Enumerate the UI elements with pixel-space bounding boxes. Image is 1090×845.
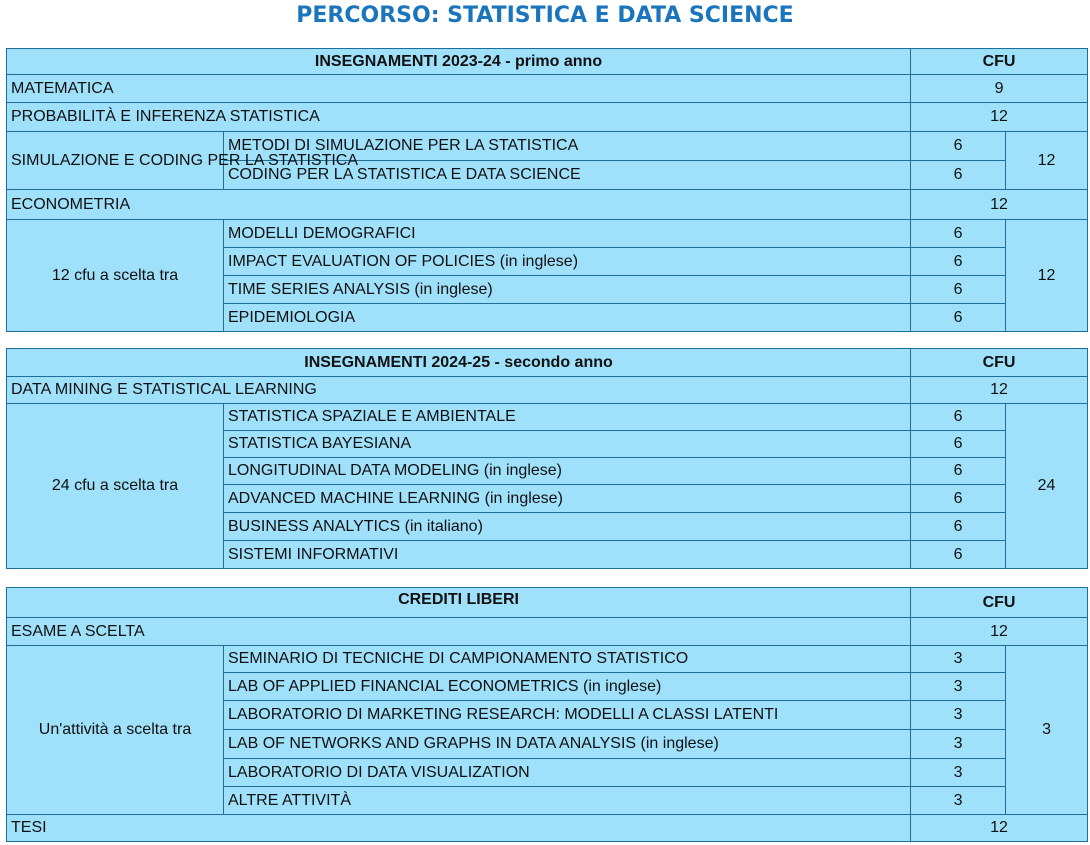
option-cfu: 6: [911, 304, 1006, 332]
course-name: DATA MINING E STATISTICAL LEARNING: [7, 377, 911, 404]
cfu-header: CFU: [911, 349, 1088, 377]
choice-label: 12 cfu a scelta tra: [7, 220, 224, 332]
option-name: LONGITUDINAL DATA MODELING (in inglese): [224, 458, 911, 485]
option-cfu: 3: [911, 673, 1006, 701]
table-header-row: [7, 49, 1088, 75]
option-cfu: 3: [911, 646, 1006, 673]
module-cfu: 6: [911, 132, 1006, 161]
option-cfu: 3: [911, 759, 1006, 787]
section-header: CREDITI LIBERI: [7, 588, 911, 618]
option-name: TIME SERIES ANALYSIS (in inglese): [224, 276, 911, 304]
option-name: MODELLI DEMOGRAFICI: [224, 220, 911, 248]
course-cfu: 9: [911, 75, 1088, 103]
option-cfu: 6: [911, 248, 1006, 276]
option-name: LABORATORIO DI DATA VISUALIZATION: [224, 759, 911, 787]
course-cfu: 12: [911, 377, 1088, 404]
option-cfu: 6: [911, 541, 1006, 569]
option-name: IMPACT EVALUATION OF POLICIES (in inglese): [224, 248, 911, 276]
course-group-name: SIMULAZIONE E CODING PER LA STATISTICA: [7, 132, 224, 190]
option-cfu: 6: [911, 276, 1006, 304]
table-header-row: [7, 588, 1088, 618]
choice-total-cfu: 24: [1006, 404, 1088, 569]
course-name: TESI: [7, 815, 911, 842]
option-name: BUSINESS ANALYTICS (in italiano): [224, 513, 911, 541]
option-name: LABORATORIO DI MARKETING RESEARCH: MODELLI A CLASSI LATENTI: [224, 701, 911, 730]
page-title: PERCORSO: STATISTICA E DATA SCIENCE: [296, 3, 794, 28]
option-name: SISTEMI INFORMATIVI: [224, 541, 911, 569]
year1-table: [6, 48, 1088, 332]
option-cfu: 6: [911, 431, 1006, 458]
module-name: METODI DI SIMULAZIONE PER LA STATISTICA: [224, 132, 911, 161]
course-name: ECONOMETRIA: [7, 190, 911, 220]
option-name: EPIDEMIOLOGIA: [224, 304, 911, 332]
table-row: [7, 132, 1088, 161]
option-name: LAB OF APPLIED FINANCIAL ECONOMETRICS (in inglese): [224, 673, 911, 701]
table-row: [7, 220, 1088, 248]
year2-table: [6, 348, 1088, 569]
option-cfu: 6: [911, 485, 1006, 513]
section-header: INSEGNAMENTI 2024-25 - secondo anno: [7, 349, 911, 377]
option-name: STATISTICA SPAZIALE E AMBIENTALE: [224, 404, 911, 431]
course-cfu: 12: [911, 618, 1088, 646]
option-cfu: 6: [911, 458, 1006, 485]
table-header-row: [7, 349, 1088, 377]
option-cfu: 3: [911, 701, 1006, 730]
module-cfu: 6: [911, 161, 1006, 190]
choice-label: Un'attività a scelta tra: [7, 646, 224, 815]
cfu-header: CFU: [911, 49, 1088, 75]
choice-total-cfu: 3: [1006, 646, 1088, 815]
course-cfu: 12: [911, 815, 1088, 842]
course-name: PROBABILITÀ E INFERENZA STATISTICA: [7, 103, 911, 132]
cfu-header: CFU: [911, 588, 1088, 618]
option-cfu: 6: [911, 220, 1006, 248]
course-cfu: 12: [911, 190, 1088, 220]
table-row: [7, 75, 1088, 103]
option-cfu: 6: [911, 404, 1006, 431]
choice-label: 24 cfu a scelta tra: [7, 404, 224, 569]
option-name: ADVANCED MACHINE LEARNING (in inglese): [224, 485, 911, 513]
table-row: [7, 103, 1088, 132]
table-row: [7, 815, 1088, 842]
table-row: [7, 618, 1088, 646]
course-name: ESAME A SCELTA: [7, 618, 911, 646]
course-cfu: 12: [911, 103, 1088, 132]
table-row: [7, 646, 1088, 673]
group-total-cfu: 12: [1006, 132, 1088, 190]
table-row: [7, 377, 1088, 404]
module-name: CODING PER LA STATISTICA E DATA SCIENCE: [224, 161, 911, 190]
course-name: MATEMATICA: [7, 75, 911, 103]
section-header: INSEGNAMENTI 2023-24 - primo anno: [7, 49, 911, 75]
table-row: [7, 404, 1088, 431]
option-name: STATISTICA BAYESIANA: [224, 431, 911, 458]
option-name: SEMINARIO DI TECNICHE DI CAMPIONAMENTO STATISTICO: [224, 646, 911, 673]
crediti-table: [6, 587, 1088, 842]
option-name: ALTRE ATTIVITÀ: [224, 787, 911, 815]
option-cfu: 3: [911, 787, 1006, 815]
choice-total-cfu: 12: [1006, 220, 1088, 332]
table-row: [7, 190, 1088, 220]
option-name: LAB OF NETWORKS AND GRAPHS IN DATA ANALYSIS (in inglese): [224, 730, 911, 759]
option-cfu: 3: [911, 730, 1006, 759]
option-cfu: 6: [911, 513, 1006, 541]
